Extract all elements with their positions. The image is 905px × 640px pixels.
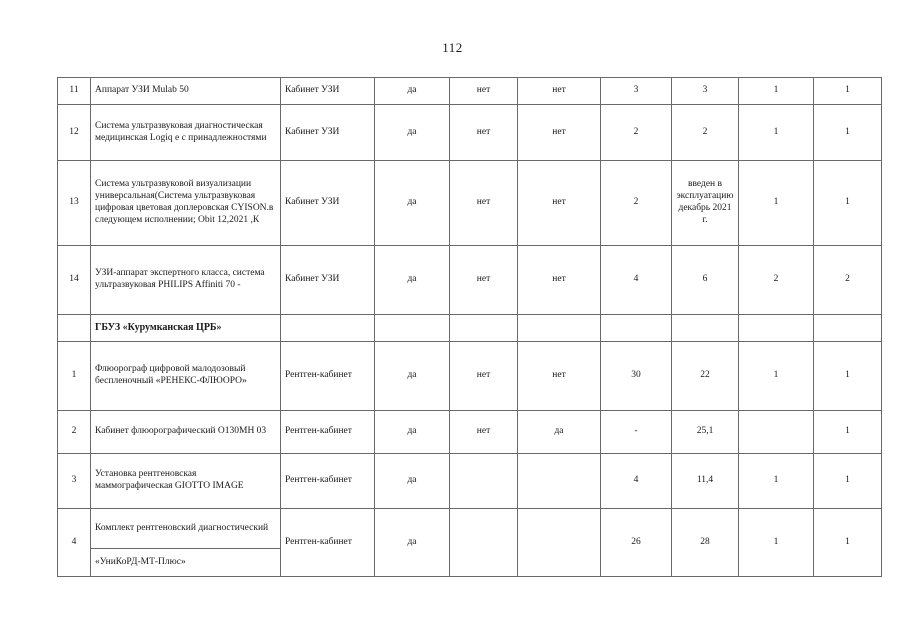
value-cell: 1 [814, 509, 882, 577]
section-row [58, 315, 882, 342]
status-cell: нет [518, 246, 601, 315]
table-row [58, 161, 882, 246]
status-cell: да [375, 246, 450, 315]
status-cell: да [375, 342, 450, 411]
value-cell: 1 [814, 454, 882, 509]
equipment-name-cell: Аппарат УЗИ Mulab 50 [91, 78, 281, 105]
value-cell: 1 [814, 161, 882, 246]
value-cell: 3 [672, 78, 739, 105]
row-number-cell: 11 [58, 78, 91, 105]
room-cell: Рентген-кабинет [281, 342, 375, 411]
value-cell: 3 [601, 78, 672, 105]
value-cell: - [601, 411, 672, 454]
equipment-name-cell: Система ультразвуковая диагностическая медицинская Logiq e с принадлежностями [91, 105, 281, 161]
value-cell: 2 [601, 105, 672, 161]
row-number-cell: 1 [58, 342, 91, 411]
status-cell: да [375, 411, 450, 454]
value-cell: 11,4 [672, 454, 739, 509]
equipment-table [57, 77, 882, 577]
equipment-name-cell: Кабинет флюорографический О130МН 03 [91, 411, 281, 454]
equipment-name-cell: Система ультразвуковой визуализации универсальная(Система ультразвуковая цифровая цветовая доплеровская CYISON.в следующем исполнении; Obit 12,2021 ,К [91, 161, 281, 246]
status-cell: нет [450, 161, 518, 246]
empty-cell [281, 315, 375, 342]
value-cell: 1 [739, 105, 814, 161]
status-cell: нет [518, 342, 601, 411]
room-cell: Кабинет УЗИ [281, 246, 375, 315]
value-cell: 1 [814, 342, 882, 411]
table-row [58, 454, 882, 509]
value-cell: введен в эксплуатацию декабрь 2021 г. [672, 161, 739, 246]
value-cell: 1 [739, 78, 814, 105]
table-row [58, 411, 882, 454]
status-cell [518, 509, 601, 577]
empty-cell [450, 315, 518, 342]
value-cell: 26 [601, 509, 672, 577]
value-cell: 2 [739, 246, 814, 315]
status-cell: нет [450, 342, 518, 411]
value-cell: 22 [672, 342, 739, 411]
equipment-name-cell: Флюорограф цифровой малодозовый беспленочный «РЕНЕКС-ФЛЮОРО» [91, 342, 281, 411]
value-cell: 1 [814, 105, 882, 161]
value-cell: 1 [739, 509, 814, 577]
empty-cell [375, 315, 450, 342]
status-cell [518, 454, 601, 509]
status-cell: нет [450, 105, 518, 161]
row-number-cell: 4 [58, 509, 91, 577]
room-cell: Кабинет УЗИ [281, 78, 375, 105]
status-cell: да [375, 78, 450, 105]
empty-cell [518, 315, 601, 342]
status-cell: да [375, 454, 450, 509]
status-cell: да [375, 509, 450, 577]
room-cell: Кабинет УЗИ [281, 105, 375, 161]
value-cell: 2 [601, 161, 672, 246]
room-cell: Рентген-кабинет [281, 454, 375, 509]
empty-cell [672, 315, 739, 342]
value-cell: 25,1 [672, 411, 739, 454]
value-cell [739, 411, 814, 454]
empty-cell [601, 315, 672, 342]
table-row [58, 105, 882, 161]
row-number-cell: 2 [58, 411, 91, 454]
empty-cell [739, 315, 814, 342]
row-number-cell: 12 [58, 105, 91, 161]
table-row [58, 342, 882, 411]
row-number-cell: 14 [58, 246, 91, 315]
status-cell: да [375, 161, 450, 246]
value-cell: 1 [739, 161, 814, 246]
value-cell: 4 [601, 246, 672, 315]
page-number: 112 [442, 40, 463, 55]
value-cell: 1 [814, 78, 882, 105]
value-cell: 1 [814, 411, 882, 454]
table-row [58, 246, 882, 315]
row-number-cell: 3 [58, 454, 91, 509]
value-cell: 1 [739, 454, 814, 509]
value-cell: 1 [739, 342, 814, 411]
status-cell: да [518, 411, 601, 454]
status-cell [450, 509, 518, 577]
equipment-name-cell: Установка рентгеновская маммографическая GIOTTO IMAGE [91, 454, 281, 509]
status-cell: нет [518, 105, 601, 161]
value-cell: 30 [601, 342, 672, 411]
status-cell [450, 454, 518, 509]
status-cell: нет [518, 161, 601, 246]
value-cell: 2 [672, 105, 739, 161]
table-row [58, 78, 882, 105]
equipment-name-cell: Комплект рентгеновский диагностический [91, 509, 281, 549]
status-cell: нет [450, 78, 518, 105]
row-number-cell: 13 [58, 161, 91, 246]
value-cell: 2 [814, 246, 882, 315]
equipment-name-cell: УЗИ-аппарат экспертного класса, система ультразвуковая PHILIPS Affiniti 70 - [91, 246, 281, 315]
room-cell: Кабинет УЗИ [281, 161, 375, 246]
table-row [58, 509, 882, 549]
value-cell: 28 [672, 509, 739, 577]
room-cell: Рентген-кабинет [281, 411, 375, 454]
status-cell: нет [518, 78, 601, 105]
empty-cell [58, 315, 91, 342]
empty-cell [814, 315, 882, 342]
room-cell: Рентген-кабинет [281, 509, 375, 577]
status-cell: нет [450, 246, 518, 315]
status-cell: да [375, 105, 450, 161]
value-cell: 6 [672, 246, 739, 315]
section-title: ГБУЗ «Курумканская ЦРБ» [91, 315, 281, 342]
status-cell: нет [450, 411, 518, 454]
equipment-name-cell: «УниКоРД-МТ-Плюс» [91, 549, 281, 577]
value-cell: 4 [601, 454, 672, 509]
